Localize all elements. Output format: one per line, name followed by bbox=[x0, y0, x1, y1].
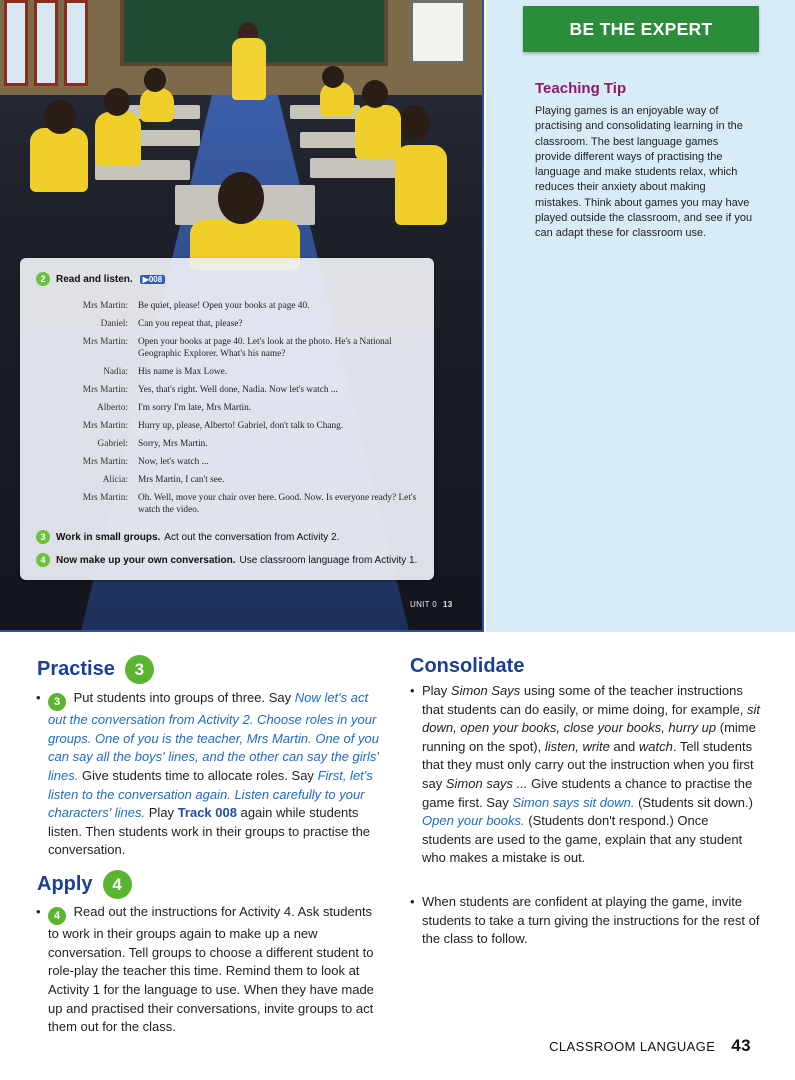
consolidate-quote-1: Simon says sit down. bbox=[512, 794, 635, 810]
dialogue-line bbox=[44, 300, 424, 312]
photo-student-head bbox=[104, 88, 130, 116]
text-run: Play bbox=[422, 683, 448, 698]
activity-number-badge: 2 bbox=[36, 272, 50, 286]
speaker-name: Mrs Martin: bbox=[82, 385, 128, 395]
dialogue-line bbox=[44, 336, 424, 360]
audio-track-icon: ▶008 bbox=[140, 275, 166, 284]
activity-number-badge: 3 bbox=[36, 530, 50, 544]
activity-badge: 4 bbox=[48, 907, 66, 925]
unit-page-label bbox=[410, 600, 453, 609]
footer-section: CLASSROOM LANGUAGE bbox=[549, 1039, 716, 1054]
photo-student-head bbox=[218, 172, 264, 224]
audio-track-number: 008 bbox=[148, 274, 163, 284]
speaker-line: Be quiet, please! Open your books at page 40. bbox=[138, 301, 310, 311]
speaker-name: Mrs Martin: bbox=[82, 493, 128, 503]
dialogue-line bbox=[44, 384, 424, 396]
apply-badge: 4 bbox=[103, 870, 132, 899]
page-footer bbox=[549, 1036, 751, 1056]
photo-student-head bbox=[144, 68, 166, 92]
photo-window bbox=[4, 0, 28, 86]
speaker-line: Can you repeat that, please? bbox=[138, 319, 243, 329]
practise-title: Practise bbox=[37, 658, 115, 680]
activity-badge: 3 bbox=[48, 693, 66, 711]
photo-teacher bbox=[232, 38, 266, 100]
activity-2-heading bbox=[36, 272, 165, 286]
speaker-line: Mrs Martin, I can't see. bbox=[138, 475, 225, 485]
dialogue-line bbox=[44, 420, 424, 432]
dialogue-line bbox=[44, 366, 424, 378]
activity-3-text: Act out the conversation from Activity 2. bbox=[164, 531, 340, 543]
bullet: • bbox=[410, 683, 415, 698]
dialogue-line bbox=[44, 474, 424, 486]
dialogue-line bbox=[44, 318, 424, 330]
practise-quote-1: Now let's act out the conversation from Activity 2. Choose roles in your groups. One of you is the teacher, Mrs Martin. One of you can say all the boys' lines, and the other can say the girls' lines. bbox=[48, 690, 379, 784]
teaching-tip-title: Teaching Tip bbox=[535, 80, 627, 97]
activity-2-box bbox=[20, 258, 434, 580]
speaker-name: Alberto: bbox=[97, 403, 128, 413]
text-run: (Students don't respond.) Once students are used to the game, explain that any student who makes a mistake is out. bbox=[422, 813, 743, 866]
speaker-line: His name is Max Lowe. bbox=[138, 367, 228, 377]
unit-name: UNIT 0 bbox=[410, 600, 437, 609]
photo-whiteboard bbox=[410, 0, 466, 64]
consolidate-bullet-2 bbox=[410, 893, 760, 949]
speaker-name: Alicia: bbox=[102, 475, 128, 485]
dialogue-line bbox=[44, 492, 424, 516]
page-number: 43 bbox=[731, 1036, 751, 1055]
speaker-name: Daniel: bbox=[100, 319, 128, 329]
photo-desk bbox=[310, 158, 400, 178]
expert-panel bbox=[486, 0, 795, 632]
example-instructions: listen, write bbox=[544, 738, 610, 754]
speaker-line: Open your books at page 40. Let's look at the photo. He's a National Geographic Explorer. What's his name? bbox=[138, 337, 392, 359]
speaker-name: Mrs Martin: bbox=[82, 457, 128, 467]
dialogue bbox=[44, 300, 424, 522]
photo-window bbox=[34, 0, 58, 86]
practise-p4: again while students listen. Then students work in their groups to practise the conversation. bbox=[48, 805, 371, 858]
text-run: . Tell students that they must only carry out the instruction when you first say bbox=[422, 738, 754, 791]
text-run: Give students a chance to practise the game first. Say bbox=[422, 775, 753, 810]
activity-3-row bbox=[36, 530, 339, 544]
practise-badge: 3 bbox=[125, 655, 154, 684]
consolidate-bullet-1 bbox=[410, 682, 760, 868]
activity-4-row bbox=[36, 553, 417, 567]
practise-quote-2: First, let's listen to the conversation again. Listen carefully to your characters' lines. bbox=[48, 768, 373, 821]
dialogue-line bbox=[44, 402, 424, 414]
photo-student bbox=[140, 88, 174, 122]
photo-student bbox=[95, 112, 141, 166]
consolidate-title: Consolidate bbox=[410, 655, 525, 677]
photo-student bbox=[395, 145, 447, 225]
activity-3-title: Work in small groups. bbox=[56, 531, 161, 543]
example-instructions: sit down, open your books, close your books, hurry up bbox=[422, 701, 760, 736]
speaker-line: Oh. Well, move your chair over here. Good. Now. Is everyone ready? Let's watch the video. bbox=[138, 493, 417, 515]
simon-says-phrase: Simon says ... bbox=[445, 775, 528, 791]
consolidate-heading bbox=[410, 655, 524, 678]
text-run: (mime running on the spot), bbox=[422, 720, 756, 754]
photo-student bbox=[30, 128, 88, 192]
activity-4-text: Use classroom language from Activity 1. bbox=[239, 554, 418, 566]
dialogue-line bbox=[44, 438, 424, 450]
practise-heading bbox=[37, 655, 154, 684]
photo-student-head bbox=[44, 100, 76, 134]
activity-4-title: Now make up your own conversation. bbox=[56, 554, 236, 566]
text-run: using some of the teacher instructions that students can do easily, or mime doing, for example, bbox=[422, 683, 744, 717]
speaker-name: Mrs Martin: bbox=[82, 301, 128, 311]
activity-number-badge: 4 bbox=[36, 553, 50, 567]
apply-title: Apply bbox=[37, 873, 93, 895]
speaker-line: Hurry up, please, Alberto! Gabriel, don't talk to Chang. bbox=[138, 421, 344, 431]
apply-text bbox=[36, 903, 383, 1037]
speaker-name: Mrs Martin: bbox=[82, 421, 128, 431]
student-book-page: 13 bbox=[443, 600, 453, 609]
practise-p3: Play bbox=[148, 805, 175, 821]
text-run: and bbox=[613, 738, 636, 754]
practise-p2: Give students time to allocate roles. Say bbox=[81, 768, 314, 784]
text-run: (Students sit down.) bbox=[638, 794, 753, 810]
speaker-line: Sorry, Mrs Martin. bbox=[138, 439, 208, 449]
track-reference: Track 008 bbox=[177, 805, 237, 821]
practise-text bbox=[36, 689, 383, 860]
text-run: When students are confident at playing the game, invite students to take a turn giving the instructions for the rest of the class to follow. bbox=[422, 894, 760, 947]
bullet: • bbox=[36, 904, 41, 919]
speaker-name: Gabriel: bbox=[97, 439, 128, 449]
classroom-photo bbox=[0, 0, 484, 632]
practise-p1: Put students into groups of three. Say bbox=[73, 690, 292, 705]
speaker-name: Nadia: bbox=[103, 367, 128, 377]
example-instructions: watch bbox=[638, 738, 673, 754]
photo-student-head bbox=[398, 105, 430, 141]
speaker-line: I'm sorry I'm late, Mrs Martin. bbox=[138, 403, 252, 413]
photo-student-head bbox=[362, 80, 388, 108]
apply-heading bbox=[37, 870, 132, 899]
bullet: • bbox=[410, 894, 415, 909]
photo-window bbox=[64, 0, 88, 86]
speaker-line: Yes, that's right. Well done, Nadia. Now let's watch ... bbox=[138, 385, 338, 395]
speaker-name: Mrs Martin: bbox=[82, 337, 128, 347]
teaching-tip-text: Playing games is an enjoyable way of practising and consolidating learning in the classroom. The best language games provide different ways of practising the language and make students relax, which reduces their anxiety about making mistakes. Think about games you may have played outside the classroom, and see if you can adapt these for classroom use. bbox=[535, 105, 753, 240]
photo-student-head bbox=[322, 66, 344, 88]
game-name: Simon Says bbox=[450, 683, 521, 698]
speaker-line: Now, let's watch ... bbox=[138, 457, 209, 467]
photo-student bbox=[355, 105, 401, 159]
activity-2-title: Read and listen. bbox=[56, 273, 133, 285]
dialogue-line bbox=[44, 456, 424, 468]
bullet: • bbox=[36, 690, 41, 705]
consolidate-quote-2: Open your books. bbox=[422, 813, 525, 829]
be-the-expert-banner: BE THE EXPERT bbox=[523, 6, 759, 52]
apply-body: Read out the instructions for Activity 4. Ask students to work in their groups again to make up a new conversation. Tell groups to choose a different student to role-play the teacher this time. Remind them to look at Activity 1 for the language to use. When they have made up and practised their conversations, invite groups to act them out for the class. bbox=[48, 904, 374, 1035]
